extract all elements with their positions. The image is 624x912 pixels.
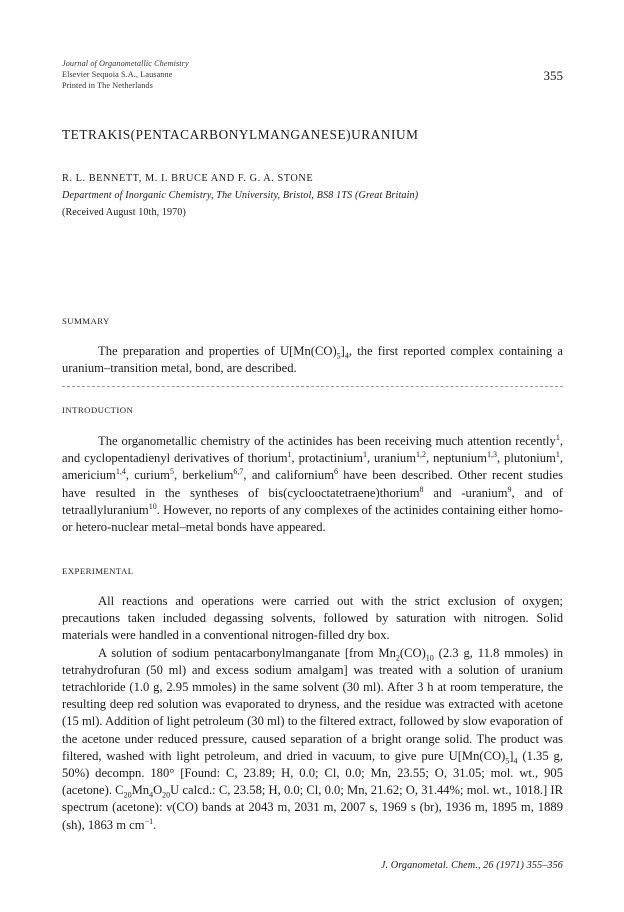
received-date: (Received August 10th, 1970) [62, 207, 186, 218]
journal-name: Journal of Organometallic Chemistry [62, 59, 189, 68]
summary-text: The preparation and properties of $U[Mn(CO)_5]_4$, the first reported complex containing a uranium–transition metal, bond, are described. [62, 344, 563, 376]
experimental-paragraph-1: All reactions and operations were carried out with the strict exclusion of oxygen; precautions taken included degassing solvents, followed by saturation with nitrogen. Solid materials were handled in a conventional nitrogen-filled dry box. [62, 594, 563, 643]
author-affiliation: Department of Inorganic Chemistry, The University, Bristol, BS8 1TS (Great Britain) [62, 190, 419, 201]
experimental-heading: EXPERIMENTAL [62, 566, 134, 576]
section-divider [62, 386, 563, 387]
introduction-heading: INTRODUCTION [62, 405, 134, 415]
publisher-line: Elsevier Sequoia S.A., Lausanne [62, 70, 173, 79]
experimental-paragraph-2: A solution of sodium pentacarbonylmanganate [from $Mn_2(CO)_{10}$ (2.3 g, 11.8 mmoles) in tetrahydrofuran (50 ml) and excess sodium amalgam] was treated with a solution of uranium tetrachloride (1.0 g, 2.95 mmoles) in the same solvent (30 ml). After 3 h at room temperature, the resulting deep red solution was evaporated to dryness, and the residue was extracted with acetone (15 ml). Addition of light petroleum (30 ml) to the filtered extract, followed by slow evaporation of the acetone under reduced pressure, caused separation of a bright orange solid. The product was filtered, washed with light petroleum, and dried in vacuum, to give pure $U[Mn(CO)_5]_4$ (1.35 g, 50%) decompn. 180° [Found: C, 23.89; H, 0.0; Cl, 0.0; Mn, 23.55; O, 31.05; mol. wt., 905 (acetone). $C_{20}Mn_4O_{20}U$ calcd.: C, 23.58; H, 0.0; Cl, 0.0; Mn, 21.62; O, 31.44%; mol. wt., 1018.] IR spectrum (acetone): ν(CO) bands at 2043 m, 2031 m, 2007 s, 1969 s (br), 1936 m, 1895 m, 1889 (sh), 1863 m $cm^{-1}$. [62, 645, 563, 832]
journal-citation: J. Organometal. Chem., 26 (1971) 355–356 [380, 860, 563, 871]
page-number: 355 [543, 68, 563, 83]
summary-heading: SUMMARY [62, 316, 110, 326]
introduction-text: The organometallic chemistry of the actinides has been receiving much attention recently$^1$, and cyclopentadienyl derivatives of thorium$^1$, protactinium$^1$, uranium$^{1,2}$, neptunium$^{1,3}$, plutonium$^1$, americium$^{1,4}$, curium$^5$, berkelium$^{6,7}$, and californium$^6$ have been described. Other recent studies have resulted in the syntheses of bis(cyclooctatetraene)thorium$^8$ and -uranium$^9$, and of tetraallyluranium$^{10}$. However, no reports of any complexes of the actinides containing either homo- or hetero-nuclear metal–metal bonds have appeared. [62, 432, 563, 535]
article-title: TETRAKIS(PENTACARBONYLMANGANESE)URANIUM [62, 127, 419, 142]
experimental-text [62, 593, 563, 834]
article-authors: R. L. BENNETT, M. I. BRUCE AND F. G. A. STONE [62, 173, 314, 184]
printed-line: Printed in The Netherlands [62, 81, 153, 90]
